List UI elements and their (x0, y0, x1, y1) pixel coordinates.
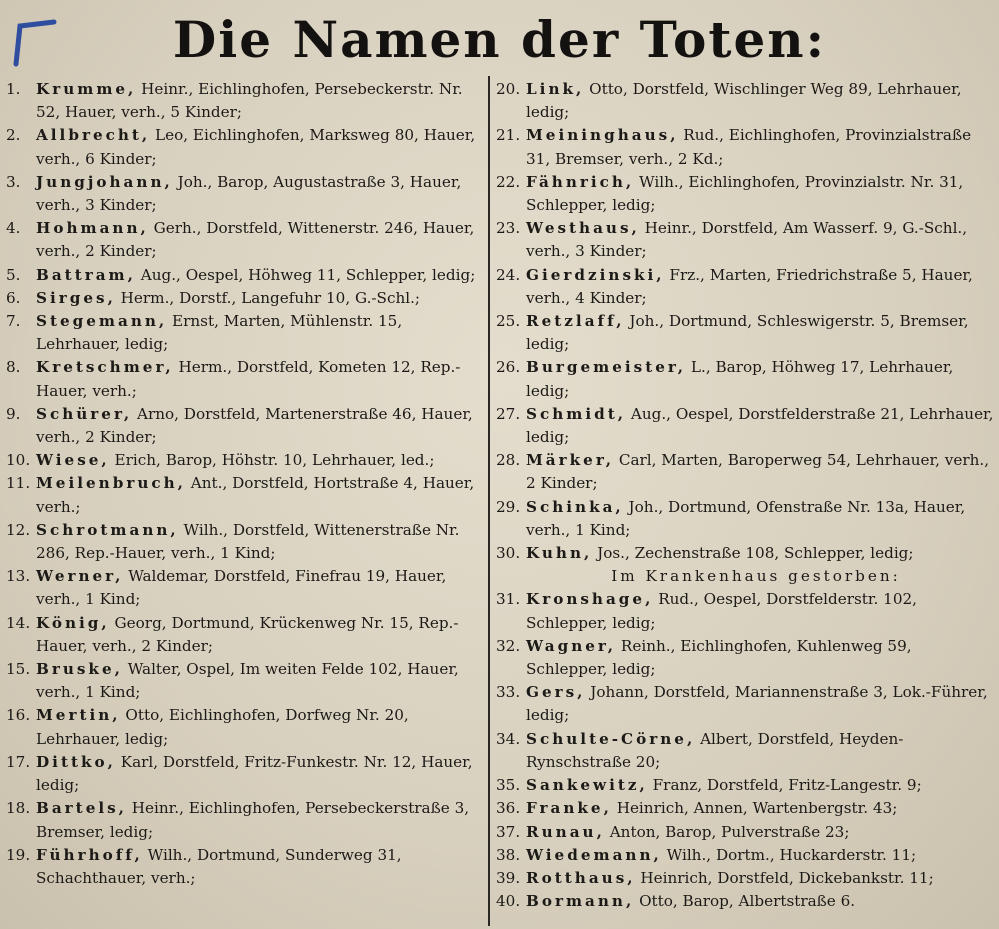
entry-details: Reinh., Eichlinghofen, Kuhlenweg 59, Schlepper, ledig; (526, 636, 912, 679)
entry-number: 5. (6, 265, 21, 284)
entry-details: Aug., Oespel, Höhweg 11, Schlepper, ledig; (135, 265, 476, 284)
entry-details: Rud., Oespel, Dorstfelderstr. 102, Schlepper, ledig; (526, 590, 917, 632)
entry-surname: Schinka, (526, 497, 624, 516)
entry-surname: Bormann, (526, 892, 635, 911)
list-item (6, 565, 490, 611)
entry-surname: Hohmann, (36, 219, 149, 238)
list-item (496, 728, 996, 774)
entry-surname: Wiese, (36, 451, 110, 470)
entry-details: Heinr., Dorstfeld, Am Wasserf. 9, G.-Schl., verh., 3 Kinder; (526, 219, 968, 261)
entry-details: Erich, Barop, Höhstr. 10, Lehrhauer, led.; (109, 451, 435, 470)
entry-number: 23. (496, 219, 521, 238)
list-item (496, 78, 996, 124)
entry-surname: Wiedemann, (526, 845, 662, 864)
list-item (496, 844, 996, 867)
entry-details: Jos., Zechenstraße 108, Schlepper, ledig; (592, 544, 914, 563)
list-item (6, 449, 490, 472)
entry-surname: Battram, (36, 265, 136, 284)
list-item (496, 774, 996, 797)
entry-surname: Führhoff, (36, 845, 143, 864)
list-item (6, 310, 490, 356)
entry-surname: Runau, (526, 822, 605, 841)
list-item (6, 472, 490, 518)
list-item (496, 403, 996, 449)
entry-surname: Gierdzinski, (526, 265, 665, 284)
entry-number: 7. (6, 312, 21, 331)
entry-number: 17. (6, 752, 31, 771)
list-item (496, 310, 996, 356)
list-item (496, 821, 996, 844)
entry-number: 37. (496, 822, 521, 841)
entry-details: Wilh., Dortm., Huckarderstr. 11; (661, 845, 917, 864)
entry-details: Leo, Eichlinghofen, Markswеg 80, Hauer, verh., 6 Kinder; (36, 126, 476, 168)
list-item (6, 287, 490, 310)
entry-number: 32. (496, 636, 521, 655)
entry-details: Anton, Barop, Pulverstraße 23; (604, 822, 850, 841)
entry-number: 16. (6, 706, 31, 725)
entry-details: Georg, Dortmund, Krückenweg Nr. 15, Rep.-Hauer, verh., 2 Kinder; (36, 613, 459, 655)
entry-number: 22. (496, 172, 521, 191)
entry-number: 12. (6, 520, 31, 539)
entry-number: 35. (496, 776, 521, 795)
list-item (6, 171, 490, 217)
entry-number: 20. (496, 80, 521, 98)
entry-details: Otto, Eichlinghofen, Dorfweg Nr. 20, Lehrhauer, ledig; (36, 706, 409, 748)
left-column (6, 78, 490, 890)
entry-details: Carl, Marten, Baroperweg 54, Lehrhauer, verh., 2 Kinder; (526, 451, 990, 493)
entry-surname: König, (36, 613, 110, 632)
entry-number: 3. (6, 172, 21, 191)
entry-details: Heinr., Eichlinghofen, Persebeckerstraße 3, Bremser, ledig; (36, 799, 470, 841)
entry-surname: Burgemeister, (526, 358, 687, 377)
list-item (496, 496, 996, 542)
entry-number: 25. (496, 312, 521, 331)
entry-surname: Dittko, (36, 752, 116, 771)
list-item (496, 681, 996, 727)
entry-number: 13. (6, 567, 31, 586)
entry-surname: Sirges, (36, 288, 116, 307)
entry-details: Albert, Dorstfeld, Heyden-Rynschstraße 20; (526, 729, 904, 771)
list-item (496, 588, 996, 634)
entry-surname: Werner, (36, 567, 124, 586)
entry-details: Wilh., Eichlinghofen, Provinzialstr. Nr. 31, Schlepper, ledig; (526, 172, 964, 215)
entry-number: 36. (496, 799, 521, 818)
entry-details: Heinrich, Dorstfeld, Dickebankstr. 11; (635, 868, 934, 887)
entry-surname: Link, (526, 80, 585, 98)
entry-surname: Krumme, (36, 80, 137, 98)
list-item (496, 171, 996, 217)
entry-surname: Kretschmer, (36, 358, 174, 377)
list-item (6, 612, 490, 658)
list-item (6, 217, 490, 263)
list-item (496, 124, 996, 170)
entry-details: Franz, Dorstfeld, Fritz-Langestr. 9; (647, 776, 922, 795)
entry-details: Joh., Dortmund, Schleswigerstr. 5, Bremser, ledig; (526, 312, 969, 354)
entry-details: Otto, Barop, Albertstraße 6. (634, 892, 856, 911)
entry-surname: Stegemann, (36, 312, 168, 331)
list-item (496, 217, 996, 263)
entry-surname: Bartels, (36, 799, 127, 818)
entry-number: 28. (496, 451, 521, 470)
entry-details: Wilh., Dortmund, Sunderweg 31, Schachthauer, verh.; (36, 845, 402, 887)
entry-number: 19. (6, 845, 31, 864)
entry-number: 6. (6, 288, 21, 307)
entry-surname: Rotthaus, (526, 868, 636, 887)
entry-surname: Märker, (526, 451, 615, 470)
entry-details: Ant., Dorstfeld, Hortstraße 4, Hauer, verh.; (36, 474, 475, 516)
entry-surname: Meininghaus, (526, 126, 679, 145)
entry-number: 27. (496, 404, 521, 423)
entry-details: Joh., Dortmund, Ofenstraße Nr. 13a, Hauer, verh., 1 Kind; (526, 497, 966, 539)
entry-number: 34. (496, 729, 521, 748)
entry-number: 2. (6, 126, 21, 145)
entry-details: Herm., Dorstf., Langefuhr 10, G.-Schl.; (115, 288, 421, 307)
entry-details: Heinr., Eichlinghofen, Persebeckerstr. Nr. 52, Hauer, verh., 5 Kinder; (36, 80, 463, 122)
entry-details: Frz., Marten, Friedrichstraße 5, Hauer, verh., 4 Kinder; (526, 265, 973, 307)
list-item (496, 264, 996, 310)
entry-surname: Sankewitz, (526, 776, 648, 795)
entry-number: 21. (496, 126, 521, 145)
entry-surname: Gers, (526, 683, 586, 702)
list-item (6, 264, 490, 287)
entry-details: Waldemar, Dorstfeld, Finefrau 19, Hauer, verh., 1 Kind; (36, 567, 447, 609)
entry-details: Heinrich, Annen, Wartenbergstr. 43; (611, 799, 898, 818)
entry-number: 8. (6, 358, 21, 377)
entry-surname: Wagner, (526, 636, 617, 655)
entry-number: 15. (6, 660, 31, 679)
entry-surname: Retzlaff, (526, 312, 625, 331)
entry-details: Gerh., Dorstfeld, Wittenerstr. 246, Hauer, verh., 2 Kinder; (36, 219, 475, 261)
entry-number: 10. (6, 451, 31, 470)
entry-number: 29. (496, 497, 521, 516)
hospital-heading: Im Krankenhaus gestorben: (611, 567, 901, 586)
list-item (496, 542, 996, 565)
entry-surname: Kronshage, (526, 590, 654, 609)
entry-surname: Bruske, (36, 660, 123, 679)
entry-number: 4. (6, 219, 21, 238)
entry-number: 30. (496, 544, 521, 563)
entry-details: Wilh., Dorstfeld, Wittenerstraße Nr. 286, Rep.-Hauer, verh., 1 Kind; (36, 520, 460, 563)
list-item (6, 78, 490, 124)
list-item (496, 356, 996, 402)
entry-surname: Meilenbruch, (36, 474, 186, 493)
list-item (496, 890, 996, 913)
entry-number: 14. (6, 613, 31, 632)
entry-number: 39. (496, 868, 521, 887)
list-item (496, 797, 996, 820)
entry-surname: Jungjohann, (36, 172, 173, 191)
entry-surname: Franke, (526, 799, 612, 818)
list-item (6, 658, 490, 704)
entry-details: Herm., Dorstfeld, Kometen 12, Rep.-Hauer, verh.; (36, 358, 461, 400)
entry-details: Johann, Dorstfeld, Mariannenstraße 3, Lok.-Führer, ledig; (526, 683, 988, 725)
entry-number: 11. (6, 474, 31, 493)
list-item (496, 449, 996, 495)
entry-details: Otto, Dorstfeld, Wischlinger Weg 89, Lehrhauer, ledig; (526, 80, 962, 122)
entry-surname: Fähnrich, (526, 172, 635, 191)
entry-surname: Schrotmann, (36, 520, 179, 539)
entry-surname: Schulte-Cörne, (526, 729, 696, 748)
entry-details: Karl, Dorstfeld, Fritz-Funkestr. Nr. 12, Hauer, ledig; (36, 752, 473, 795)
list-item (496, 867, 996, 890)
entry-details: Joh., Barop, Augustastraße 3, Hauer, verh., 3 Kinder; (36, 172, 462, 215)
entry-number: 38. (496, 845, 521, 864)
list-item (6, 356, 490, 402)
list-item (6, 844, 490, 890)
list-item (6, 704, 490, 750)
entry-surname: Kuhn, (526, 544, 593, 563)
entry-surname: Mertin, (36, 706, 121, 725)
entry-details: Rud., Eichlinghofen, Provinzialstraße 31, Bremser, verh., 2 Kd.; (526, 126, 972, 168)
entry-details: Walter, Ospel, Im weiten Felde 102, Hauer, verh., 1 Kind; (36, 660, 459, 702)
list-item (6, 124, 490, 170)
list-item (6, 751, 490, 797)
entry-number: 1. (6, 80, 21, 98)
entry-surname: Allbrecht, (36, 126, 151, 145)
list-item (6, 403, 490, 449)
entry-number: 33. (496, 683, 521, 702)
entry-number: 26. (496, 358, 521, 377)
list-item (6, 797, 490, 843)
list-item (496, 635, 996, 681)
entry-surname: Schürer, (36, 404, 133, 423)
entry-number: 31. (496, 590, 521, 609)
right-column (496, 78, 996, 913)
entry-details: Ernst, Marten, Mühlenstr. 15, Lehrhauer, ledig; (36, 312, 403, 354)
headline: Die Namen der Toten: (172, 10, 827, 69)
entry-details: Aug., Oespel, Dorstfelderstraße 21, Lehrhauer, ledig; (526, 404, 994, 447)
entry-number: 9. (6, 404, 21, 423)
list-item (6, 519, 490, 565)
entry-number: 18. (6, 799, 31, 818)
entry-details: Arno, Dorstfeld, Martenerstraße 46, Hauer, verh., 2 Kinder; (36, 404, 473, 447)
entry-number: 40. (496, 892, 521, 911)
entry-details: L., Barop, Höhweg 17, Lehrhauer, ledig; (526, 358, 954, 400)
entry-number: 24. (496, 265, 521, 284)
entry-surname: Westhaus, (526, 219, 640, 238)
entry-surname: Schmidt, (526, 404, 627, 423)
